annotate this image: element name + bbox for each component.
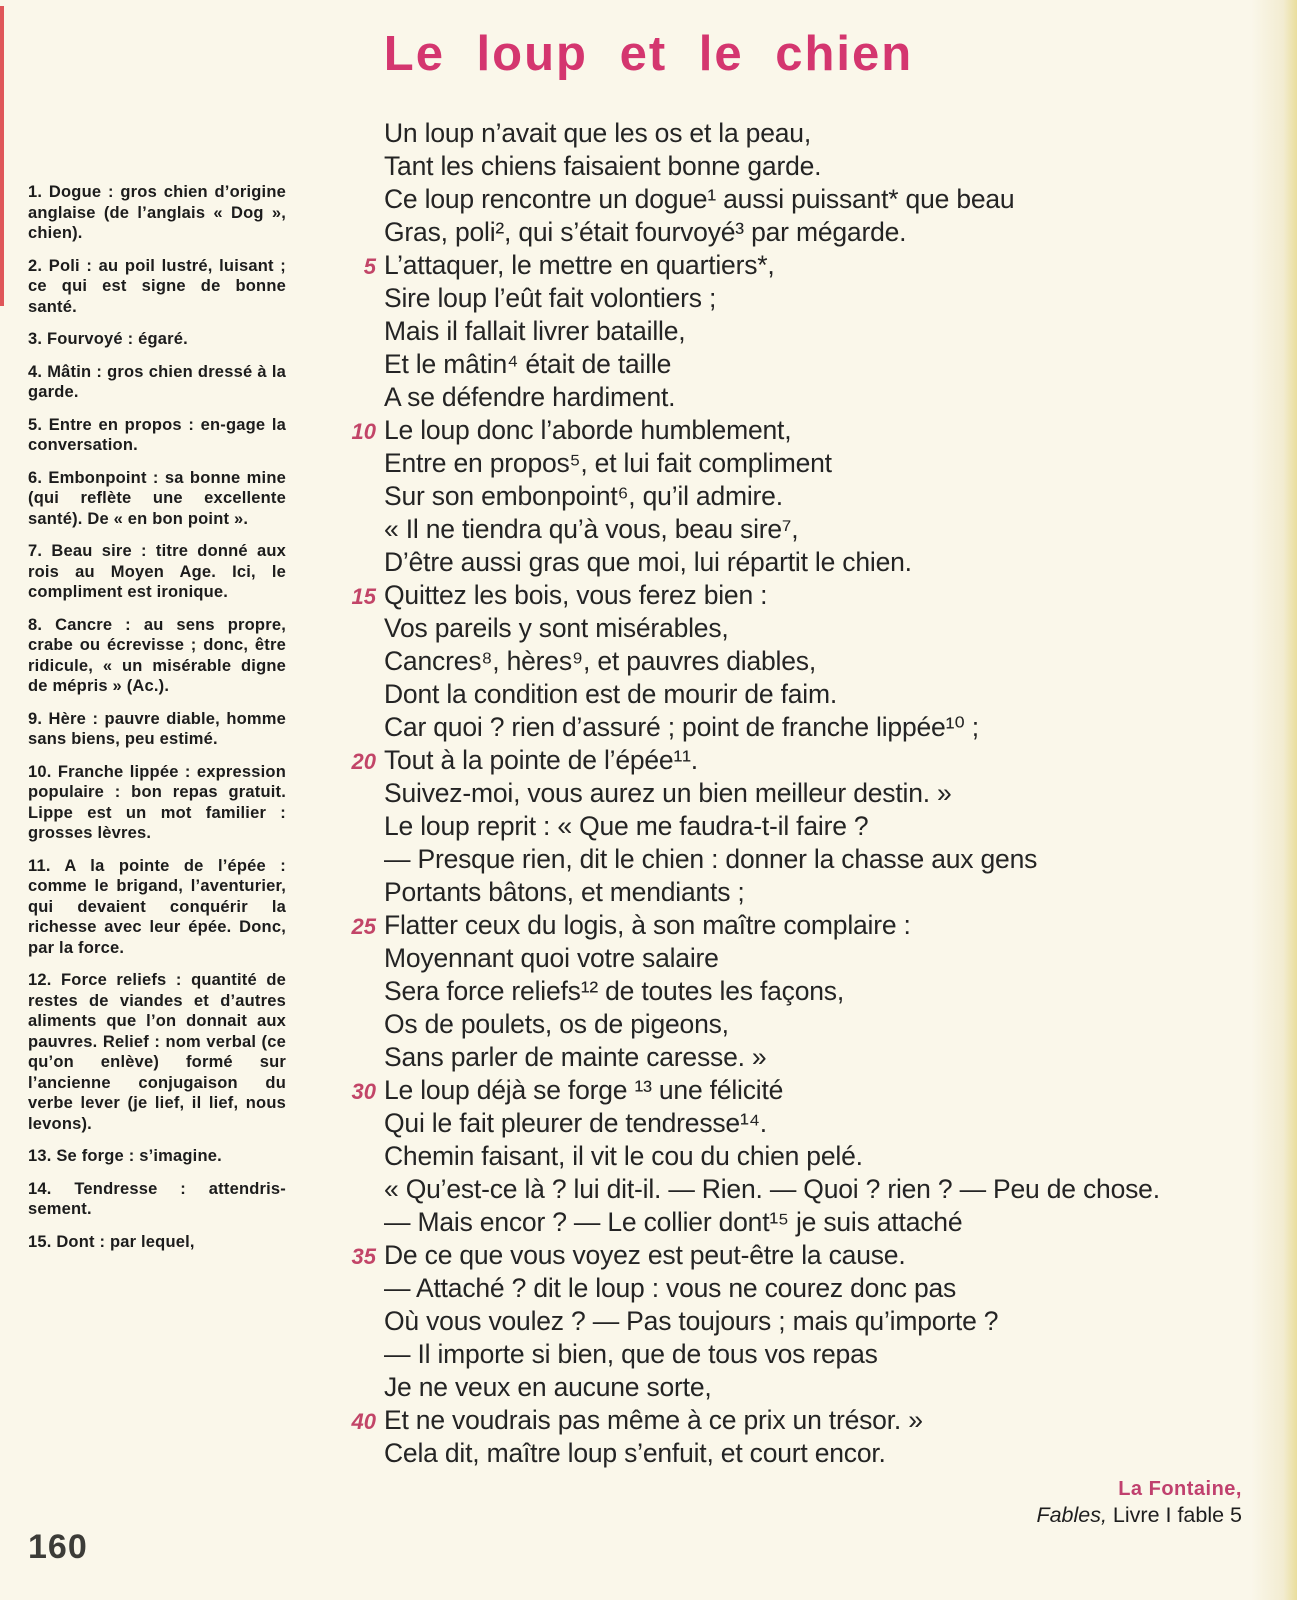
poem-line-text: Dont la condition est de mourir de faim. xyxy=(384,679,838,709)
poem-line xyxy=(344,877,1244,910)
poem-line-text: Mais il fallait livrer bataille, xyxy=(384,316,686,346)
poem-line-text: Cancres⁸, hères⁹, et pauvres diables, xyxy=(384,646,816,676)
attribution-work-title: Fables, xyxy=(1036,1503,1107,1527)
poem-line-text: — Presque rien, dit le chien : donner la chasse aux gens xyxy=(384,844,1038,874)
poem-line xyxy=(344,712,1244,745)
poem-line-text: Tant les chiens faisaient bonne garde. xyxy=(384,151,822,181)
poem-line xyxy=(344,118,1244,151)
poem-line xyxy=(344,217,1244,250)
poem-line xyxy=(344,679,1244,712)
poem-line xyxy=(344,1174,1244,1207)
poem-line-text: Portants bâtons, et mendiants ; xyxy=(384,877,745,907)
poem-line-text: Sur son embonpoint⁶, qu’il admire. xyxy=(384,481,783,511)
attribution-author: La Fontaine, xyxy=(1118,1478,1242,1500)
poem xyxy=(344,118,1244,1471)
poem-line-text: Où vous voulez ? — Pas toujours ; mais qu’importe ? xyxy=(384,1306,999,1336)
poem-line xyxy=(344,1339,1244,1372)
poem-line-number: 10 xyxy=(351,419,376,444)
vocabulary-note: 10. Franche lippée : expression populaire : bon repas gratuit. Lippe est un mot familier : grosses lèvres. xyxy=(28,762,286,842)
poem-line xyxy=(344,910,1244,943)
poem-line-text: Gras, poli², qui s’était fourvoyé³ par mégarde. xyxy=(384,217,907,247)
poem-line xyxy=(344,1207,1244,1240)
poem-line xyxy=(344,646,1244,679)
poem-line-number: 25 xyxy=(351,914,376,939)
poem-line xyxy=(344,1306,1244,1339)
poem-line xyxy=(344,1372,1244,1405)
attribution-reference: Livre I fable 5 xyxy=(1106,1503,1242,1527)
vocabulary-note: 9. Hère : pauvre diable, homme sans biens, peu estimé. xyxy=(28,709,286,748)
poem-line xyxy=(344,1240,1244,1273)
poem-line-number: 5 xyxy=(363,254,376,279)
poem-line xyxy=(344,1438,1244,1471)
poem-line-text: L’attaquer, le mettre en quartiers*, xyxy=(384,250,775,280)
poem-line-text: D’être aussi gras que moi, lui répartit le chien. xyxy=(384,547,912,577)
poem-line-text: Tout à la pointe de l’épée¹¹. xyxy=(384,745,698,775)
poem-line xyxy=(344,580,1244,613)
scan-edge-band xyxy=(1251,0,1297,1600)
attribution xyxy=(1036,1478,1242,1528)
poem-line xyxy=(344,745,1244,778)
poem-line-text: Flatter ceux du logis, à son maître complaire : xyxy=(384,910,911,940)
poem-line xyxy=(344,1273,1244,1306)
poem-line-text: — Attaché ? dit le loup : vous ne courez donc pas xyxy=(384,1273,957,1303)
poem-line xyxy=(344,481,1244,514)
poem-line-number: 20 xyxy=(351,749,376,774)
vocabulary-notes xyxy=(28,182,286,1264)
vocabulary-note: 14. Tendresse : attendris-sement. xyxy=(28,1179,286,1218)
poem-line xyxy=(344,1075,1244,1108)
vocabulary-note: 8. Cancre : au sens propre, crabe ou écrevisse ; donc, être ridicule, « un misérable digne de mépris » (Ac.). xyxy=(28,615,286,695)
poem-line-text: Et ne voudrais pas même à ce prix un trésor. » xyxy=(384,1405,923,1435)
poem-line xyxy=(344,349,1244,382)
poem-line-text: Le loup donc l’aborde humblement, xyxy=(384,415,792,445)
poem-line-text: Qui le fait pleurer de tendresse¹⁴. xyxy=(384,1108,767,1138)
page-title: Le loup et le chien xyxy=(383,27,914,81)
vocabulary-note: 12. Force reliefs : quantité de restes de viandes et d’autres aliments que l’on donnait aux pauvres. Relief : nom verbal (ce qu’on enlève) formé sur l’ancienne conjugaison du verbe lever (je lief, il lief, nous levons). xyxy=(28,971,286,1133)
vocabulary-note: 15. Dont : par lequel, xyxy=(28,1232,195,1251)
poem-line-text: Suivez-moi, vous aurez un bien meilleur destin. » xyxy=(384,778,952,808)
poem-line xyxy=(344,943,1244,976)
poem-line xyxy=(344,811,1244,844)
poem-line-text: Le loup reprit : « Que me faudra-t-il faire ? xyxy=(384,811,869,841)
vocabulary-note: 4. Mâtin : gros chien dressé à la garde. xyxy=(28,362,286,401)
poem-line xyxy=(344,1042,1244,1075)
poem-line-text: Car quoi ? rien d’assuré ; point de franche lippée¹⁰ ; xyxy=(384,712,979,742)
poem-line-text: Moyennant quoi votre salaire xyxy=(384,943,719,973)
poem-line-text: Vos pareils y sont misérables, xyxy=(384,613,729,643)
poem-line-text: — Mais encor ? — Le collier dont¹⁵ je suis attaché xyxy=(384,1207,963,1237)
poem-line xyxy=(344,1405,1244,1438)
poem-line-text: Et le mâtin⁴ était de taille xyxy=(384,349,672,379)
poem-line xyxy=(344,151,1244,184)
poem-line xyxy=(344,283,1244,316)
poem-line-text: Sire loup l’eût fait volontiers ; xyxy=(384,283,717,313)
poem-line-number: 15 xyxy=(351,584,376,609)
page-number: 160 xyxy=(28,1528,88,1566)
poem-line xyxy=(344,1141,1244,1174)
poem-line-text: Quittez les bois, vous ferez bien : xyxy=(384,580,768,610)
vocabulary-note: 5. Entre en propos : en-gage la conversation. xyxy=(28,415,286,454)
poem-line xyxy=(344,250,1244,283)
poem-line-text: Sera force reliefs¹² de toutes les façons, xyxy=(384,976,844,1006)
poem-line-text: Entre en propos⁵, et lui fait compliment xyxy=(384,448,832,478)
vocabulary-note: 1. Dogue : gros chien d’origine anglaise (de l’anglais « Dog », chien). xyxy=(28,183,286,242)
poem-line xyxy=(344,382,1244,415)
poem-line xyxy=(344,316,1244,349)
poem-line-number: 30 xyxy=(351,1079,376,1104)
poem-line-text: Je ne veux en aucune sorte, xyxy=(384,1372,712,1402)
poem-line-text: — Il importe si bien, que de tous vos repas xyxy=(384,1339,878,1369)
poem-line xyxy=(344,976,1244,1009)
poem-line xyxy=(344,514,1244,547)
poem-line xyxy=(344,448,1244,481)
poem-line-text: « Qu’est-ce là ? lui dit-il. — Rien. — Quoi ? rien ? — Peu de chose. xyxy=(384,1174,1160,1204)
vocabulary-note: 3. Fourvoyé : égaré. xyxy=(28,330,188,348)
poem-line-text: Un loup n’avait que les os et la peau, xyxy=(384,118,811,148)
poem-line-text: Cela dit, maître loup s’enfuit, et court encor. xyxy=(384,1438,886,1468)
attribution-work xyxy=(1036,1503,1242,1528)
vocabulary-note: 7. Beau sire : titre donné aux rois au Moyen Age. Ici, le compliment est ironique. xyxy=(28,542,286,601)
poem-line xyxy=(344,613,1244,646)
poem-line-text: De ce que vous voyez est peut-être la cause. xyxy=(384,1240,906,1270)
poem-line-text: A se défendre hardiment. xyxy=(384,382,676,412)
poem-line-number: 35 xyxy=(351,1244,376,1269)
poem-line-text: Ce loup rencontre un dogue¹ aussi puissant* que beau xyxy=(384,184,1015,214)
poem-line-text: « Il ne tiendra qu’à vous, beau sire⁷, xyxy=(384,514,799,544)
poem-line xyxy=(344,547,1244,580)
poem-line xyxy=(344,844,1244,877)
vocabulary-note: 6. Embonpoint : sa bonne mine (qui reflète une excellente santé). De « en bon point ». xyxy=(28,468,286,528)
poem-line xyxy=(344,1009,1244,1042)
poem-line-text: Os de poulets, os de pigeons, xyxy=(384,1009,729,1039)
poem-line xyxy=(344,415,1244,448)
poem-line xyxy=(344,184,1244,217)
poem-line-text: Le loup déjà se forge ¹³ une félicité xyxy=(384,1075,784,1105)
poem-line-text: Sans parler de mainte caresse. » xyxy=(384,1042,767,1072)
poem-line xyxy=(344,778,1244,811)
poem-line xyxy=(344,1108,1244,1141)
poem-line-number: 40 xyxy=(351,1409,376,1434)
vocabulary-note: 11. A la pointe de l’épée : comme le brigand, l’aventurier, qui devaient conquérir la richesse avec leur épée. Donc, par la force. xyxy=(28,856,286,957)
vocabulary-note: 2. Poli : au poil lustré, luisant ; ce qui est signe de bonne santé. xyxy=(28,256,286,316)
vocabulary-note: 13. Se forge : s’imagine. xyxy=(28,1147,222,1165)
poem-line-text: Chemin faisant, il vit le cou du chien pelé. xyxy=(384,1141,863,1171)
